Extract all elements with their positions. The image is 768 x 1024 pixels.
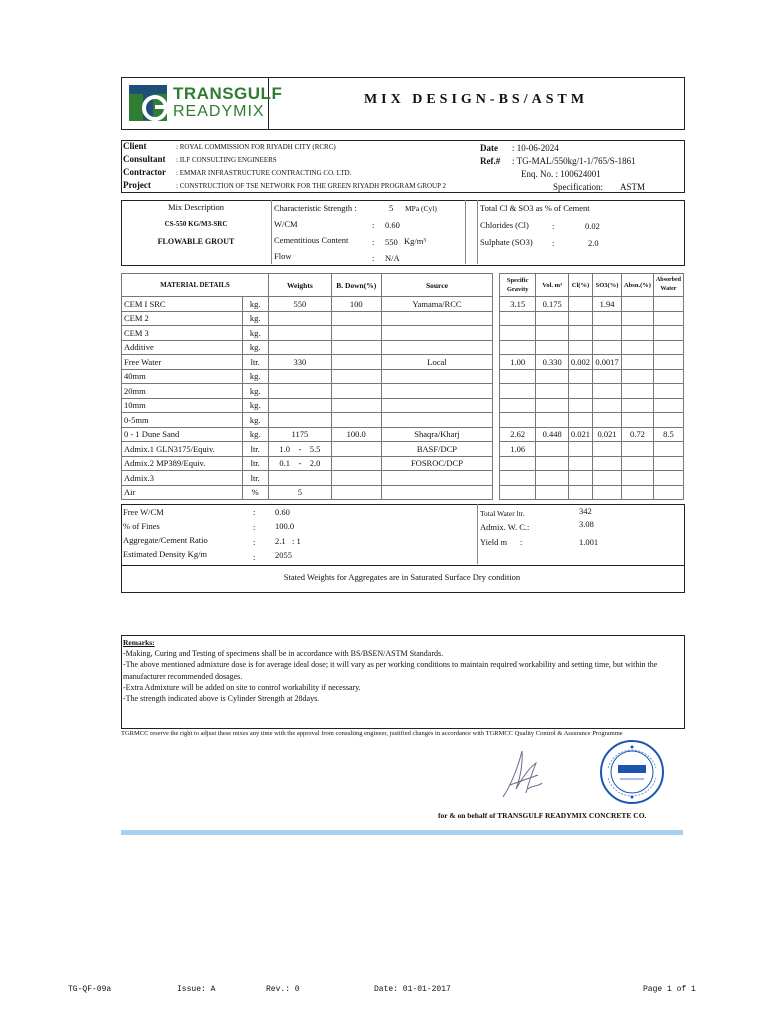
row-gap xyxy=(493,297,500,312)
signoff-text: for & on behalf of TRANSGULF READYMIX CONCRETE CO. xyxy=(438,811,647,820)
material-chloride-cell xyxy=(568,340,592,355)
cementitious-value: 550 xyxy=(385,237,398,247)
table-row xyxy=(122,413,684,428)
material-table xyxy=(121,273,684,500)
material-source-cell xyxy=(381,398,493,413)
material-table-body xyxy=(122,297,684,500)
material-breakdown-cell: 100 xyxy=(331,297,381,312)
material-source-cell xyxy=(381,384,493,399)
material-so3-cell xyxy=(593,398,622,413)
material-breakdown-cell xyxy=(331,311,381,326)
summary-divider xyxy=(477,504,478,564)
header-chloride: Cl(%) xyxy=(568,274,592,297)
yield-colon: : xyxy=(520,537,523,547)
material-name-cell: 0-5mm xyxy=(122,413,243,428)
row-gap xyxy=(493,311,500,326)
strength-value: 5 xyxy=(389,203,394,213)
material-name-cell: CEM I SRC xyxy=(122,297,243,312)
row-gap xyxy=(493,413,500,428)
material-absorbed-water-cell xyxy=(653,442,683,457)
material-unit-cell: kg. xyxy=(242,427,268,442)
material-unit-cell: % xyxy=(242,485,268,500)
yield-label: Yield m xyxy=(480,537,508,547)
material-unit-cell: ltr. xyxy=(242,456,268,471)
material-unit-cell: kg. xyxy=(242,413,268,428)
cementitious-label: Cementitious Content xyxy=(274,235,349,245)
material-source-cell xyxy=(381,369,493,384)
material-specific-gravity-cell: 3.15 xyxy=(499,297,535,312)
material-absorbed-water-cell xyxy=(653,297,683,312)
material-volume-cell xyxy=(536,369,569,384)
material-specific-gravity-cell xyxy=(499,398,535,413)
material-breakdown-cell: 100.0 xyxy=(331,427,381,442)
table-row xyxy=(122,442,684,457)
density-value: 2055 xyxy=(275,550,292,560)
material-chloride-cell xyxy=(568,485,592,500)
row-gap xyxy=(493,427,500,442)
material-volume-cell xyxy=(536,398,569,413)
total-water-value: 342 xyxy=(579,506,592,516)
agg-ratio-label: Aggregate/Cement Ratio xyxy=(123,535,208,545)
strength-unit: MPa (Cyl) xyxy=(405,204,437,213)
material-breakdown-cell xyxy=(331,398,381,413)
material-chloride-cell xyxy=(568,326,592,341)
header-specific-gravity: Specific Gravity xyxy=(499,274,535,297)
row-gap xyxy=(493,471,500,486)
cementitious-unit: Kg/m³ xyxy=(404,236,426,246)
material-absorbed-water-cell xyxy=(653,311,683,326)
material-unit-cell: ltr. xyxy=(242,355,268,370)
row-gap xyxy=(493,369,500,384)
material-unit-cell: kg. xyxy=(242,340,268,355)
mix-divider-1 xyxy=(271,200,272,264)
flow-label: Flow xyxy=(274,251,292,261)
material-chloride-cell xyxy=(568,456,592,471)
material-so3-cell: 1.94 xyxy=(593,297,622,312)
material-unit-cell: kg. xyxy=(242,297,268,312)
material-unit-cell: kg. xyxy=(242,384,268,399)
material-volume-cell xyxy=(536,471,569,486)
material-weight-cell: 1175 xyxy=(268,427,331,442)
material-so3-cell xyxy=(593,369,622,384)
reserve-note: TGRMCC reserve the right to adjust these mixes any time with the approval from consulting engineer, justified changes in accordance with TGRMCC Quality Control & Assurance Programme xyxy=(121,730,623,737)
material-weight-cell xyxy=(268,369,331,384)
material-absorbed-water-cell xyxy=(653,355,683,370)
remark-1: -Making, Curing and Testing of specimens shall be in accordance with BS/BSEN/ASTM Standards. xyxy=(123,649,444,659)
date-label: Date xyxy=(480,143,498,153)
material-weight-cell: 5 xyxy=(268,485,331,500)
row-gap xyxy=(493,355,500,370)
material-specific-gravity-cell xyxy=(499,471,535,486)
material-weight-cell xyxy=(268,471,331,486)
material-breakdown-cell xyxy=(331,442,381,457)
material-specific-gravity-cell xyxy=(499,369,535,384)
remark-4: -The strength indicated above is Cylinder Strength at 28days. xyxy=(123,694,320,704)
free-wcm-value: 0.60 xyxy=(275,507,290,517)
footer-revision: Rev.: 0 xyxy=(266,985,300,994)
company-name-line1: TRANSGULF xyxy=(173,84,283,103)
material-chloride-cell xyxy=(568,398,592,413)
table-row xyxy=(122,427,684,442)
flow-value: N/A xyxy=(385,253,400,263)
material-weight-cell xyxy=(268,326,331,341)
material-breakdown-cell xyxy=(331,326,381,341)
material-so3-cell xyxy=(593,340,622,355)
material-name-cell: CEM 3 xyxy=(122,326,243,341)
table-row xyxy=(122,456,684,471)
flow-colon: : xyxy=(372,253,375,263)
header-material-details: MATERIAL DETAILS xyxy=(122,274,269,297)
material-chloride-cell: 0.021 xyxy=(568,427,592,442)
client-row xyxy=(123,141,147,151)
material-absorbed-water-cell xyxy=(653,326,683,341)
material-so3-cell xyxy=(593,456,622,471)
logo-mark-icon xyxy=(127,82,175,124)
mix-divider-2 xyxy=(465,200,466,264)
remarks-title: Remarks: xyxy=(123,638,155,647)
material-breakdown-cell xyxy=(331,340,381,355)
material-name-cell: 20mm xyxy=(122,384,243,399)
ref-label: Ref.# xyxy=(480,156,501,166)
material-volume-cell xyxy=(536,485,569,500)
material-name-cell: Free Water xyxy=(122,355,243,370)
header-weights: Weights xyxy=(268,274,331,297)
material-unit-cell: kg. xyxy=(242,369,268,384)
client-value: : ROYAL COMMISSION FOR RIYADH CITY (RCRC) xyxy=(176,143,336,151)
material-name-cell: 0 - 1 Dune Sand xyxy=(122,427,243,442)
row-gap xyxy=(493,485,500,500)
material-absorption-cell xyxy=(621,311,653,326)
material-absorption-cell xyxy=(621,471,653,486)
consultant-value: : ILF CONSULTING ENGINEERS xyxy=(176,156,277,164)
material-absorption-cell xyxy=(621,326,653,341)
material-source-cell xyxy=(381,485,493,500)
header-source: Source xyxy=(381,274,493,297)
material-source-cell xyxy=(381,326,493,341)
wcm-label: W/CM xyxy=(274,219,298,229)
material-unit-cell: kg. xyxy=(242,311,268,326)
agg-ratio-value: 2.1 : 1 xyxy=(275,536,301,546)
material-breakdown-cell xyxy=(331,369,381,384)
header-gap xyxy=(493,274,500,297)
material-unit-cell: kg. xyxy=(242,326,268,341)
row-gap xyxy=(493,398,500,413)
material-absorption-cell xyxy=(621,413,653,428)
material-weight-cell xyxy=(268,413,331,428)
material-absorbed-water-cell xyxy=(653,398,683,413)
material-unit-cell: kg. xyxy=(242,398,268,413)
company-name-line2: READYMIX xyxy=(173,103,265,120)
footer-rule xyxy=(121,830,683,835)
strength-label: Characteristic Strength : xyxy=(274,203,357,213)
material-chloride-cell xyxy=(568,384,592,399)
contractor-value: : EMMAR INFRASTRUCTURE CONTRACTING CO. LTD. xyxy=(176,169,352,177)
sulphate-colon: : xyxy=(552,238,555,248)
material-breakdown-cell xyxy=(331,413,381,428)
wcm-colon: : xyxy=(372,220,375,230)
material-so3-cell xyxy=(593,442,622,457)
row-gap xyxy=(493,384,500,399)
fines-colon: : xyxy=(253,522,256,532)
material-specific-gravity-cell xyxy=(499,384,535,399)
material-so3-cell xyxy=(593,471,622,486)
material-absorbed-water-cell: 8.5 xyxy=(653,427,683,442)
material-chloride-cell xyxy=(568,471,592,486)
material-volume-cell xyxy=(536,326,569,341)
material-specific-gravity-cell: 1.00 xyxy=(499,355,535,370)
material-absorption-cell xyxy=(621,485,653,500)
fines-value: 100.0 xyxy=(275,521,295,531)
material-name-cell: CEM 2 xyxy=(122,311,243,326)
material-so3-cell xyxy=(593,326,622,341)
yield-value: 1.001 xyxy=(579,537,599,547)
material-absorption-cell xyxy=(621,297,653,312)
mix-code: CS-550 KG/M3-SRC xyxy=(164,220,228,228)
material-absorption-cell xyxy=(621,369,653,384)
material-breakdown-cell xyxy=(331,355,381,370)
client-label: Client xyxy=(123,141,147,151)
chlorides-value: 0.02 xyxy=(585,221,600,231)
material-weight-cell: 1.0 - 5.5 xyxy=(268,442,331,457)
material-absorption-cell xyxy=(621,355,653,370)
material-source-cell xyxy=(381,413,493,428)
table-row xyxy=(122,297,684,312)
material-name-cell: Air xyxy=(122,485,243,500)
material-specific-gravity-cell: 1.06 xyxy=(499,442,535,457)
header-absorption: Absn.(%) xyxy=(621,274,653,297)
table-row xyxy=(122,355,684,370)
consultant-label: Consultant xyxy=(123,154,166,164)
material-weight-cell: 550 xyxy=(268,297,331,312)
footer-date: Date: 01-01-2017 xyxy=(374,985,451,994)
material-name-cell: 40mm xyxy=(122,369,243,384)
date-value: : 10-06-2024 xyxy=(512,143,559,153)
table-row xyxy=(122,471,684,486)
table-row xyxy=(122,384,684,399)
footer-form-code: TG-QF-09a xyxy=(68,985,112,994)
material-absorption-cell xyxy=(621,384,653,399)
material-weight-cell xyxy=(268,398,331,413)
material-breakdown-cell xyxy=(331,456,381,471)
material-specific-gravity-cell xyxy=(499,413,535,428)
material-breakdown-cell xyxy=(331,471,381,486)
material-volume-cell xyxy=(536,384,569,399)
material-chloride-cell xyxy=(568,311,592,326)
table-row xyxy=(122,485,684,500)
material-chloride-cell xyxy=(568,413,592,428)
material-so3-cell xyxy=(593,485,622,500)
material-unit-cell: ltr. xyxy=(242,471,268,486)
row-gap xyxy=(493,456,500,471)
material-absorption-cell xyxy=(621,442,653,457)
material-absorbed-water-cell xyxy=(653,413,683,428)
material-name-cell: Admix.3 xyxy=(122,471,243,486)
material-so3-cell xyxy=(593,413,622,428)
mix-description-label: Mix Description xyxy=(168,202,224,212)
sulphate-label: Sulphate (SO3) xyxy=(480,237,533,247)
mix-divider-3 xyxy=(477,200,478,264)
material-volume-cell: 0.175 xyxy=(536,297,569,312)
material-source-cell xyxy=(381,340,493,355)
material-volume-cell xyxy=(536,311,569,326)
header-absorbed-water: Absorbed Water xyxy=(653,274,683,297)
material-specific-gravity-cell: 2.62 xyxy=(499,427,535,442)
footer-issue: Issue: A xyxy=(177,985,216,994)
specification-label: Specification: xyxy=(553,182,603,192)
material-name-cell: 10mm xyxy=(122,398,243,413)
material-absorption-cell xyxy=(621,340,653,355)
material-so3-cell xyxy=(593,311,622,326)
material-absorbed-water-cell xyxy=(653,340,683,355)
material-chloride-cell xyxy=(568,297,592,312)
row-gap xyxy=(493,442,500,457)
table-row xyxy=(122,311,684,326)
material-weight-cell xyxy=(268,340,331,355)
remark-3: -Extra Admixture will be added on site to control workability if necessary. xyxy=(123,682,361,692)
row-gap xyxy=(493,326,500,341)
material-specific-gravity-cell xyxy=(499,326,535,341)
material-weight-cell xyxy=(268,384,331,399)
admix-wc-label: Admix. W. C.: xyxy=(480,522,530,532)
cl-so3-title: Total Cl & SO3 as % of Cement xyxy=(480,203,590,213)
material-so3-cell: 0.021 xyxy=(593,427,622,442)
admix-wc-value: 3.08 xyxy=(579,519,594,529)
material-source-cell xyxy=(381,471,493,486)
material-chloride-cell: 0.002 xyxy=(568,355,592,370)
agg-ratio-colon: : xyxy=(253,537,256,547)
free-wcm-label: Free W/CM xyxy=(123,507,164,517)
header-breakdown: B. Down(%) xyxy=(331,274,381,297)
project-label: Project xyxy=(123,180,151,190)
material-weight-cell: 330 xyxy=(268,355,331,370)
material-absorption-cell: 0.72 xyxy=(621,427,653,442)
material-specific-gravity-cell xyxy=(499,311,535,326)
sulphate-value: 2.0 xyxy=(588,238,599,248)
cementitious-colon: : xyxy=(372,237,375,247)
remarks-content xyxy=(123,637,679,704)
enquiry-number: Enq. No. : 100624001 xyxy=(521,169,601,179)
contractor-label: Contractor xyxy=(123,167,166,177)
free-wcm-colon: : xyxy=(253,507,256,517)
material-breakdown-cell xyxy=(331,485,381,500)
ssd-note: Stated Weights for Aggregates are in Saturated Surface Dry condition xyxy=(283,572,521,582)
material-name-cell: Admix.2 MP389/Equiv. xyxy=(122,456,243,471)
ref-value: : TG-MAL/550kg/1-1/765/S-1861 xyxy=(512,156,636,166)
table-header-row xyxy=(122,274,684,297)
material-name-cell: Admix.1 GLN3175/Equiv. xyxy=(122,442,243,457)
fines-label: % of Fines xyxy=(123,521,160,531)
company-stamp-icon xyxy=(598,738,666,806)
material-volume-cell: 0.330 xyxy=(536,355,569,370)
density-colon: : xyxy=(253,552,256,562)
material-absorption-cell xyxy=(621,398,653,413)
material-absorption-cell xyxy=(621,456,653,471)
material-volume-cell xyxy=(536,442,569,457)
material-breakdown-cell xyxy=(331,384,381,399)
material-volume-cell: 0.448 xyxy=(536,427,569,442)
material-source-cell: FOSROC/DCP xyxy=(381,456,493,471)
document-title: MIX DESIGN-BS/ASTM xyxy=(363,92,589,107)
wcm-value: 0.60 xyxy=(385,220,400,230)
chlorides-label: Chlorides (Cl) xyxy=(480,220,529,230)
table-row xyxy=(122,340,684,355)
material-source-cell: Local xyxy=(381,355,493,370)
material-weight-cell: 0.1 - 2.0 xyxy=(268,456,331,471)
material-source-cell xyxy=(381,311,493,326)
material-absorbed-water-cell xyxy=(653,369,683,384)
material-absorbed-water-cell xyxy=(653,485,683,500)
header-volume: Vol. m³ xyxy=(536,274,569,297)
material-absorbed-water-cell xyxy=(653,456,683,471)
table-row xyxy=(122,369,684,384)
chlorides-colon: : xyxy=(552,221,555,231)
header-so3: SO3(%) xyxy=(593,274,622,297)
mix-type: FLOWABLE GROUT xyxy=(157,237,235,246)
material-chloride-cell xyxy=(568,442,592,457)
row-gap xyxy=(493,340,500,355)
company-logo xyxy=(127,82,283,124)
material-so3-cell: 0.0017 xyxy=(593,355,622,370)
material-unit-cell: ltr. xyxy=(242,442,268,457)
total-water-label: Total Water ltr. xyxy=(480,509,525,518)
density-label: Estimated Density Kg/m xyxy=(123,549,208,559)
material-weight-cell xyxy=(268,311,331,326)
material-source-cell: Yamama/RCC xyxy=(381,297,493,312)
material-volume-cell xyxy=(536,413,569,428)
material-volume-cell xyxy=(536,340,569,355)
material-so3-cell xyxy=(593,384,622,399)
material-volume-cell xyxy=(536,456,569,471)
material-absorbed-water-cell xyxy=(653,384,683,399)
signature-icon xyxy=(498,745,548,805)
material-source-cell: Shaqra/Kharj xyxy=(381,427,493,442)
material-chloride-cell xyxy=(568,369,592,384)
table-row xyxy=(122,398,684,413)
remark-2: -The above mentioned admixture dose is for average ideal dose; it will vary as per working conditions to maintain required workability and setting time, but within the manufacturer recommended dosages. xyxy=(123,660,658,681)
material-name-cell: Additive xyxy=(122,340,243,355)
material-specific-gravity-cell xyxy=(499,456,535,471)
material-specific-gravity-cell xyxy=(499,340,535,355)
material-source-cell: BASF/DCP xyxy=(381,442,493,457)
material-absorbed-water-cell xyxy=(653,471,683,486)
material-specific-gravity-cell xyxy=(499,485,535,500)
table-row xyxy=(122,326,684,341)
project-value: : CONSTRUCTION OF TSE NETWORK FOR THE GREEN RIYADH PROGRAM GROUP 2 xyxy=(176,182,446,190)
footer-page: Page 1 of 1 xyxy=(643,985,696,994)
specification-value: ASTM xyxy=(620,182,646,192)
